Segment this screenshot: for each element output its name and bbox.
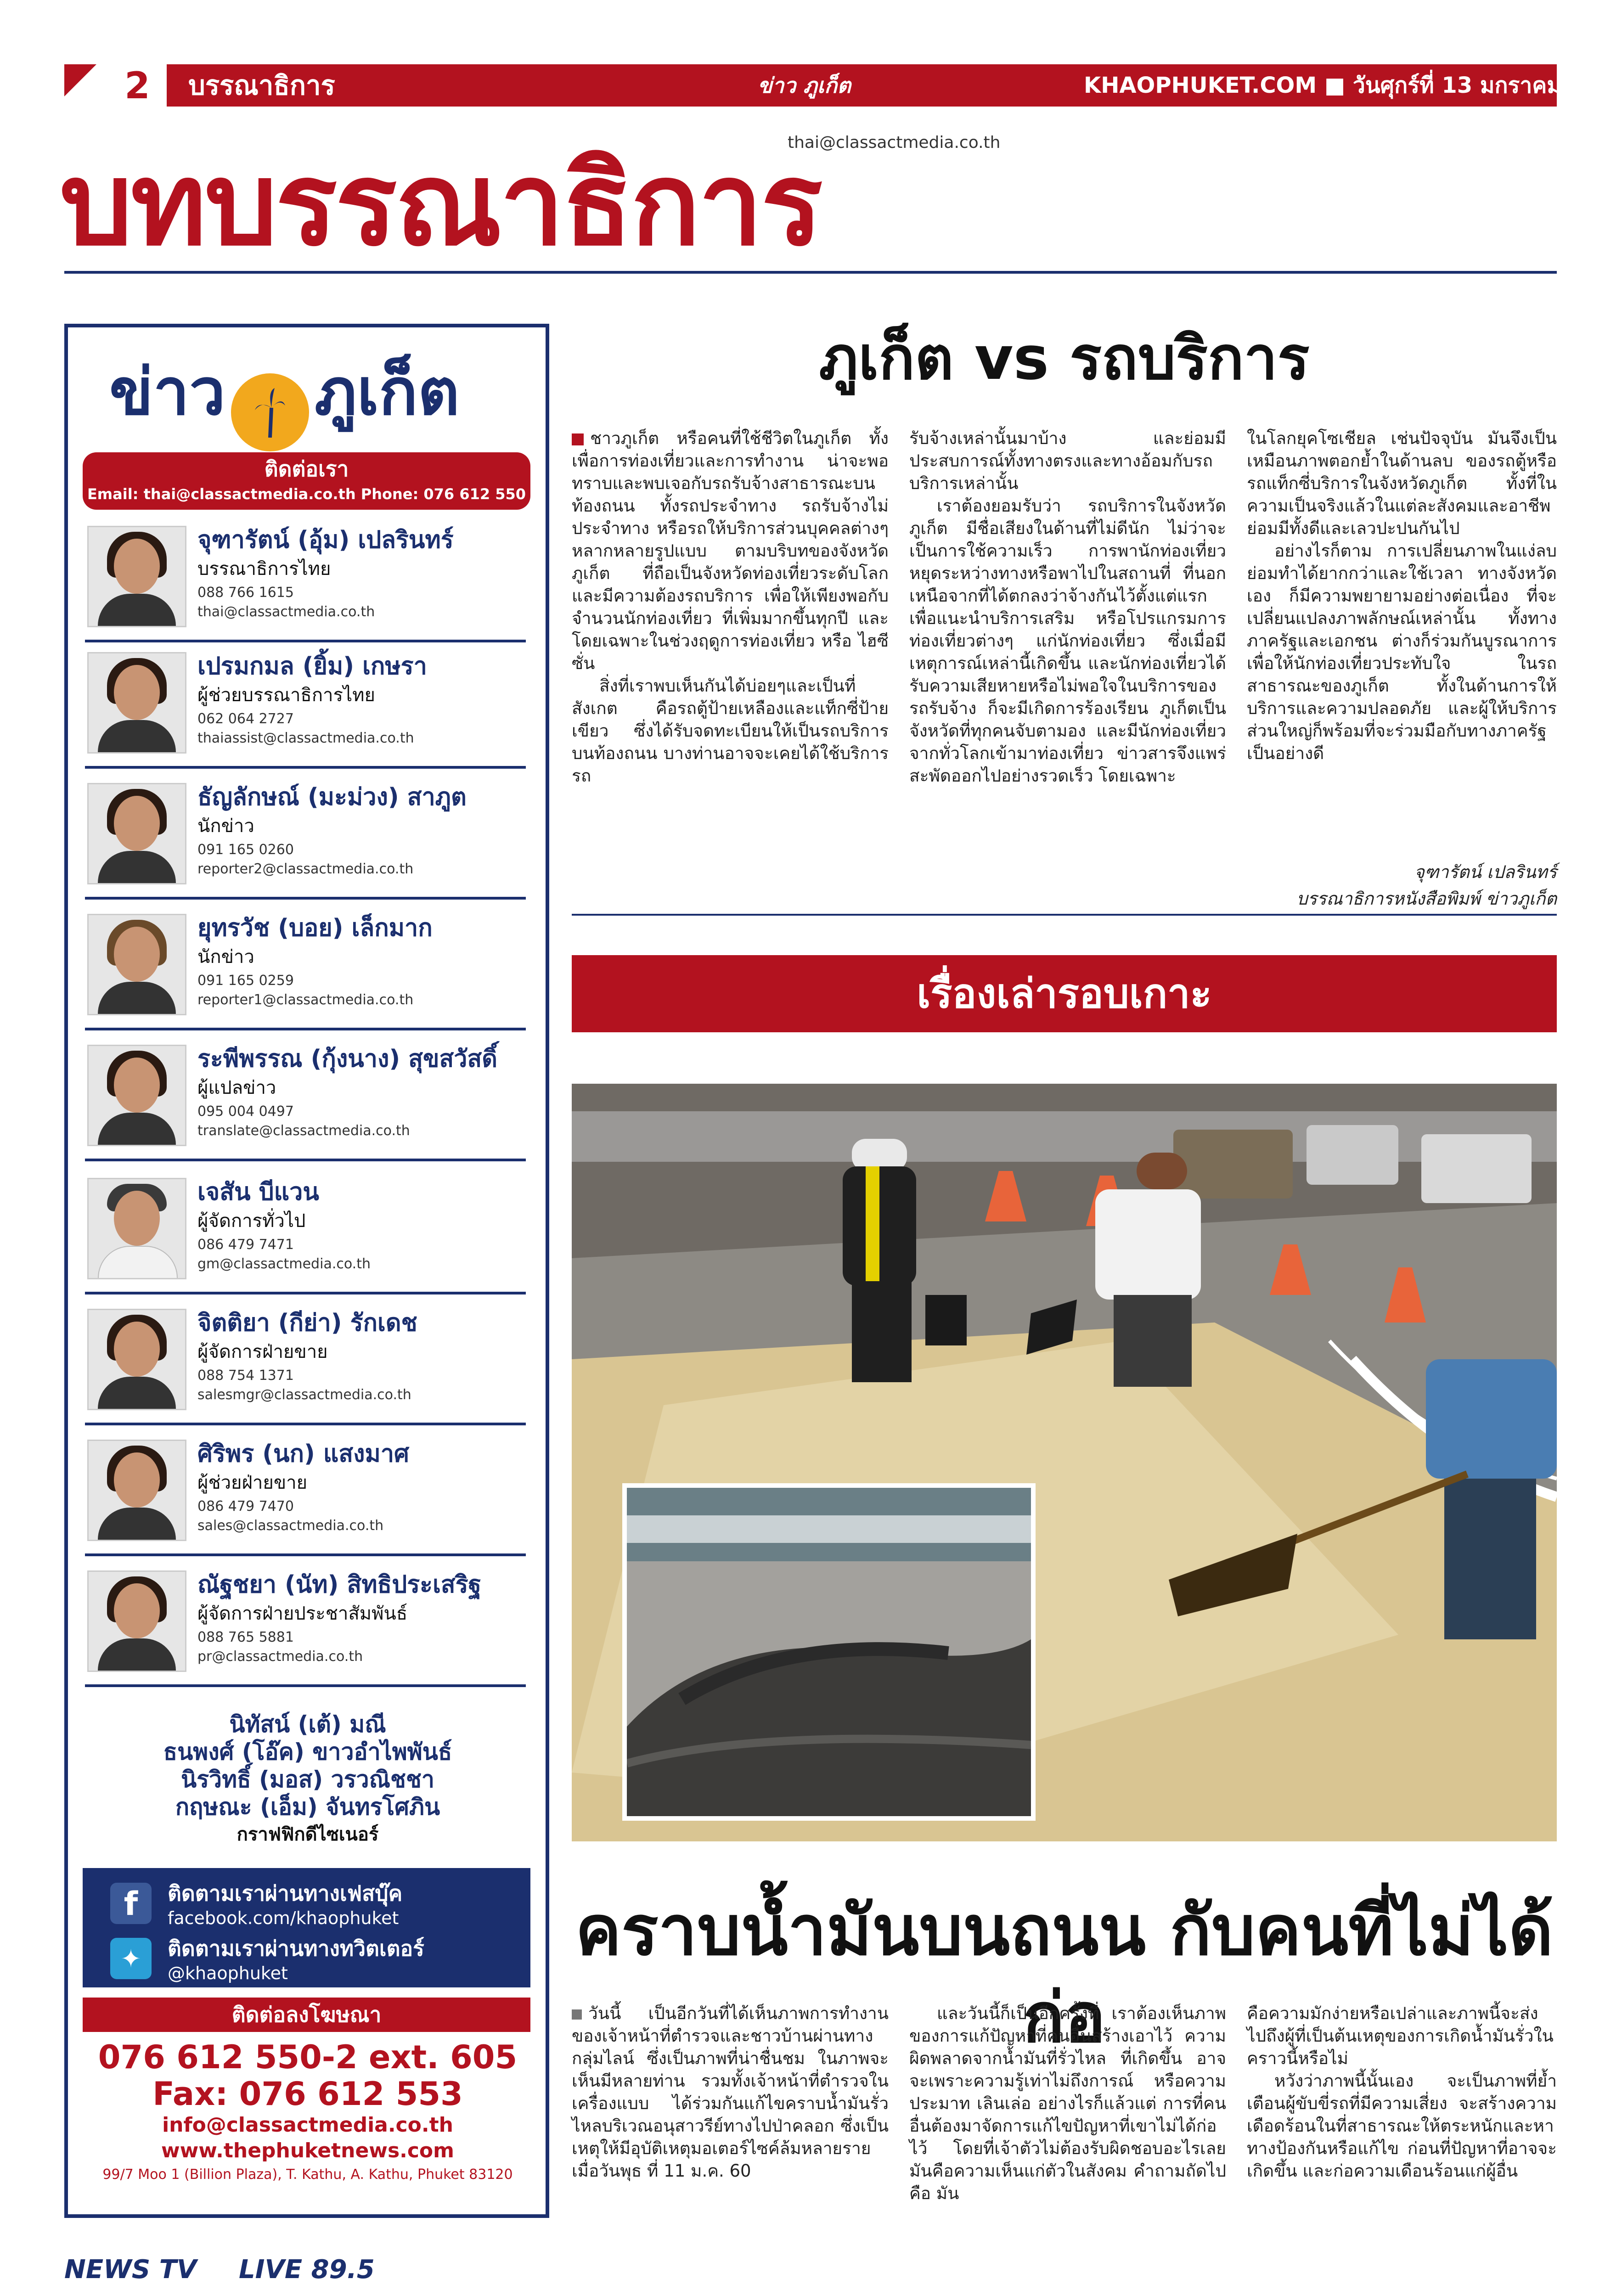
designer-name: ธนพงศ์ (โอ๊ค) ขาวอำไพพันธ์ <box>163 1739 452 1765</box>
logo-text-left: ข่าว <box>109 355 225 430</box>
staff-name: ยุทรวัช (บอย) เล็กมาก <box>197 914 433 942</box>
staff-phone: 095 004 0497 <box>197 1103 294 1120</box>
staff-photo <box>87 914 186 1015</box>
staff-phone: 062 064 2727 <box>197 711 294 727</box>
dateline: KHAOPHUKET.COM ■ วันศุกร์ที่ 13 มกราคม 2560 <box>1084 73 1562 131</box>
masthead-small: ข่าว ภูเก็ต <box>758 73 851 98</box>
sun-palm-icon <box>231 373 309 451</box>
staff-email[interactable]: translate@classactmedia.co.th <box>197 1123 410 1139</box>
social-box <box>83 1868 530 1987</box>
staff-photo <box>87 1045 186 1146</box>
partner-logos <box>64 2250 524 2287</box>
divider <box>85 897 526 900</box>
editorial-column-1 <box>572 427 889 787</box>
story-column-2 <box>909 2002 1226 2205</box>
staff-photo <box>87 652 186 754</box>
staff-role: ผู้จัดการฝ่ายขาย <box>197 1341 328 1362</box>
story-section-bar: เรื่องเล่ารอบเกาะ <box>572 955 1557 1032</box>
editorial-title: ภูเก็ต vs รถบริการ <box>819 323 1310 393</box>
newstv-logo: NEWS TV <box>64 2255 197 2285</box>
staff-name: เปรมกมล (ยิ้ม) เกษรา <box>197 653 427 680</box>
divider <box>85 640 526 642</box>
divider <box>85 766 526 769</box>
header-email[interactable]: thai@classactmedia.co.th <box>788 133 1001 152</box>
twitter-handle[interactable]: @khaophuket <box>168 1963 288 1983</box>
signature-role: บรรณาธิการหนังสือพิมพ์ ข่าวภูเก็ต <box>1296 889 1557 909</box>
ad-email[interactable]: info@classactmedia.co.th <box>162 2113 453 2137</box>
staff-name: จิตติยา (กีย่า) รักเดช <box>197 1309 417 1337</box>
paragraph: อย่างไรก็ตาม การเปลี่ยนภาพในแง่ลบย่อมทำได้ยากกว่าและใช้เวลา ทางจังหวัดเอง ก็มีความพยายามอย่างต่อเนื่อง ที่จะเปลี่ยนแปลงภาพลักษณ์เหล่านั้น ทั้งทางภาครัฐและเอกชน ต่างก็ร่วมกันบูรณาการ เพื่อให้นักท่องเที่ยวประทับใจ ในรถสาธารณะของภูเก็ต ทั้งในด้านการให้บริการและความปลอดภัย และผู้ให้บริการส่วนใหญ่ก็พร้อมที่จะร่วมมือกับทางภาครัฐเป็นอย่างดี <box>1247 541 1557 763</box>
title-rule <box>64 271 1557 274</box>
staff-phone: 086 479 7470 <box>197 1498 294 1514</box>
staff-role: นักข่าว <box>197 946 254 968</box>
designer-credits <box>73 1711 542 1848</box>
corner-mark <box>64 64 108 107</box>
staff-phone: 088 765 5881 <box>197 1629 294 1645</box>
staff-email[interactable]: thaiassist@classactmedia.co.th <box>197 730 414 746</box>
page-number: 2 <box>108 64 167 107</box>
divider <box>85 1292 526 1294</box>
staff-card <box>76 1169 535 1295</box>
paragraph: ชาวภูเก็ต หรือคนที่ใช้ชีวิตในภูเก็ต ทั้งเพื่อการท่องเที่ยวและการทำงาน น่าจะพอทราบและพบเจอกับรถรับจ้างสาธารณะบนท้องถนน ทั้งรถประจำทาง รถรับจ้างไม่ประจำทาง หรือรถให้บริการส่วนบุคคลต่างๆ หลากหลายรูปแบบ ตามบริบทของจังหวัดภูเก็ต ที่ถือเป็นจังหวัดท่องเที่ยวระดับโลก และมีความต้องรถบริการ เพื่อให้เพียงพอกับจำนวนนักท่องเที่ยว ที่เพิ่มมากขึ้นทุกปี และโดยเฉพาะในช่วงฤดูการท่องเที่ยว หรือ ไฮซีซั่น <box>572 428 889 673</box>
staff-photo <box>87 1570 186 1672</box>
paragraph: และวันนี้ก็เป็นอีกครั้งที่ เราต้องเห็นภาพของการแก้ปัญหาที่คนอื่นสร้างเอาไว้ ความผิดพลาดจากน้ำมันที่รั่วไหล ที่เกิดขึ้น อาจจะเพราะความรู้เท่าไม่ถึงการณ์ หรือความประมาท เลินเล่อ อย่างไรก็แล้วแต่ การที่คนอื่นต้องมาจัดการแก้ไขปัญหาที่เขาไม่ได้ก่อไว้ โดยที่เจ้าตัวไม่ต้องรับผิดชอบอะไรเลย มันคือความเห็นแก่ตัวในสังคม คำถามถัดไปคือ มัน <box>909 2003 1226 2203</box>
twitter-label: ติดตามเราผ่านทางทวิตเตอร์ <box>168 1936 424 1961</box>
bullet-square <box>572 433 584 445</box>
staff-card <box>76 517 535 643</box>
ad-fax: Fax: 076 612 553 <box>152 2075 463 2113</box>
oil-stain-inset-photo <box>622 1483 1036 1821</box>
logo-text-right: ภูเก็ต <box>314 355 460 430</box>
staff-role: ผู้ช่วยฝ่ายขาย <box>197 1472 308 1493</box>
page-title: บทบรรณาธิการ <box>60 137 821 271</box>
divider <box>85 1553 526 1556</box>
story-column-3 <box>1247 2002 1557 2182</box>
paragraph: รับจ้างเหล่านั้นมาบ้าง และย่อมมีประสบการณ์ทั้งทางตรงและทางอ้อมกับรถบริการเหล่านั้น <box>909 428 1226 493</box>
staff-phone: 091 165 0259 <box>197 973 294 989</box>
divider <box>85 1159 526 1161</box>
divider <box>85 1423 526 1425</box>
staff-email[interactable]: reporter1@classactmedia.co.th <box>197 992 414 1008</box>
twitter-bird-icon: ✦ <box>110 1938 152 1979</box>
staff-card <box>76 774 535 900</box>
story-column-1 <box>572 2002 889 2182</box>
ad-address: 99/7 Moo 1 (Billion Plaza), T. Kathu, A. Kathu, Phuket 83120 <box>102 2167 513 2183</box>
ad-website[interactable]: www.thephuketnews.com <box>161 2139 455 2162</box>
paragraph: วันนี้ เป็นอีกวันที่ได้เห็นภาพการทำงานของเจ้าหน้าที่ตำรวจและชาวบ้านผ่านทางกลุ่มไลน์ ซึ่งเป็นภาพที่น่าชื่นชม ในภาพจะเห็นมีหลายท่าน รวมทั้งเจ้าหน้าที่ตำรวจในเครื่องแบบ ได้ร่วมกันแก้ไขคราบน้ำมันรั่วไหลบริเวณอนุสาวรีย์ทางไปป่าคลอก ซึ่งเป็นเหตุให้มีอุบัติเหตุมอเตอร์ไซค์ล้มหลายราย เมื่อวันพุธ ที่ 11 ม.ค. 60 <box>572 2003 889 2181</box>
staff-phone: 088 754 1371 <box>197 1367 294 1384</box>
staff-photo <box>87 783 186 884</box>
divider <box>85 1028 526 1030</box>
designer-name: นิทัสน์ (เต้) มณี <box>229 1711 386 1738</box>
paragraph: หวังว่าภาพนี้นั้นเอง จะเป็นภาพที่ย้ำเตือนผู้ขับขี่รถที่มีความเสี่ยง จะสร้างความเดือดร้อนในที่สาธารณะให้ตระหนักและหาทางป้องกันหรือแก้ไข ก่อนที่ปัญหาที่อาจจะเกิดขึ้น และก่อความเดือนร้อนแก่ผู้อื่น <box>1247 2071 1557 2181</box>
staff-name: ศิริพร (นก) แสงมาศ <box>197 1440 410 1468</box>
ad-info <box>73 2039 542 2186</box>
facebook-row[interactable] <box>110 1877 524 1932</box>
facebook-icon: f <box>110 1883 152 1924</box>
staff-phone: 091 165 0260 <box>197 842 294 858</box>
signature-name: จุฑารัตน์ เปลรินทร์ <box>1414 862 1557 882</box>
paragraph: คือความมักง่ายหรือเปล่าและภาพนี้จะส่งไปถึงผู้ที่เป็นต้นเหตุของการเกิดน้ำมันรั่วในคราวนี้หรือไม่ <box>1247 2003 1554 2068</box>
staff-email[interactable]: sales@classactmedia.co.th <box>197 1518 384 1534</box>
contact-title: ติดต่อเรา <box>264 456 349 481</box>
oil-stain-illustration <box>627 1488 1031 1816</box>
staff-card <box>76 1035 535 1162</box>
staff-card <box>76 905 535 1031</box>
staff-role: ผู้ช่วยบรรณาธิการไทย <box>197 685 375 706</box>
staff-role: ผู้จัดการทั่วไป <box>197 1210 306 1232</box>
staff-name: ณัฐชยา (นัท) สิทธิประเสริฐ <box>197 1571 482 1598</box>
paragraph: เราต้องยอมรับว่า รถบริการในจังหวัดภูเก็ต มีชื่อเสียงในด้านที่ไม่ดีนัก ไม่ว่าจะเป็นการใช้ความเร็ว การพานักท่องเที่ยวหยุดระหว่างทางหรือพาไปในสถานที่ ที่นอกเหนือจากที่ได้ตกลงว่าจ้างกันไว้ตั้งแต่แรก เพื่อแนะนำบริการเสริม หรือโปรแกรมการท่องเที่ยวต่างๆ แก่นักท่องเที่ยว ซึ่งเมื่อมีเหตุการณ์เหล่านี้เกิดขึ้น และนักท่องเที่ยวได้รับความเสียหายหรือไม่พอใจในบริการของรถรับจ้าง ก็จะมีเกิดการร้องเรียน ภูเก็ตเป็นจังหวัดที่ทุกคนจับตามอง และมีนักท่องเที่ยวจากทั่วโลกเข้ามาท่องเที่ยว ข่าวสารจึงแพร่สะพัดออกไปอย่างรวดเร็ว โดยเฉพาะ <box>909 496 1226 786</box>
staff-name: จุฑารัตน์ (อุ้ม) เปลรินทร์ <box>197 526 454 554</box>
staff-role: บรรณาธิการไทย <box>197 558 331 580</box>
designer-name: นิรวิทธิ์ (มอส) วรวณิชชา <box>181 1766 434 1793</box>
designer-label: กราฟฟิกดีไซเนอร์ <box>237 1824 379 1845</box>
staff-email[interactable]: pr@classactmedia.co.th <box>197 1649 363 1665</box>
staff-phone: 088 766 1615 <box>197 585 294 601</box>
staff-card <box>76 1561 535 1688</box>
story-headline: คราบน้ำมันบนถนน กับคนที่ไม่ได้ก่อ <box>575 1891 1554 2058</box>
khaophuket-logo <box>109 349 513 436</box>
staff-role: ผู้แปลข่าว <box>197 1077 276 1098</box>
staff-card <box>76 1430 535 1557</box>
twitter-row[interactable] <box>110 1932 524 1987</box>
staff-photo <box>87 1440 186 1541</box>
staff-name: เจสัน บีแวน <box>197 1178 319 1206</box>
staff-name: ระพีพรรณ (กุ้งนาง) สุขสวัสดิ์ <box>197 1045 497 1073</box>
section-rule <box>572 914 1557 916</box>
staff-name: ธัญลักษณ์ (มะม่วง) สาภูต <box>197 783 467 811</box>
staff-photo <box>87 1178 186 1279</box>
staff-photo <box>87 1309 186 1410</box>
staff-email[interactable]: salesmgr@classactmedia.co.th <box>197 1387 411 1403</box>
editorial-signature <box>1056 859 1557 912</box>
paragraph: ในโลกยุคโซเชียล เช่นปัจจุบัน มันจึงเป็นเหมือนภาพตอกย้ำในด้านลบ ของรถตู้หรือรถแท็กซี่บริการในจังหวัดภูเก็ต ทั้งที่ในความเป็นจริงแล้วในแต่ละสังคมและอาชีพย่อมมีทั้งดีและเลวปะปนกันไป <box>1247 428 1557 538</box>
staff-photo <box>87 526 186 627</box>
staff-email[interactable]: gm@classactmedia.co.th <box>197 1256 371 1272</box>
editorial-column-2 <box>909 427 1226 787</box>
facebook-handle[interactable]: facebook.com/khaophuket <box>168 1908 399 1928</box>
contact-line[interactable]: Email: thai@classactmedia.co.th Phone: 076 612 550 <box>87 485 526 503</box>
divider <box>85 1684 526 1687</box>
staff-role: ผู้จัดการฝ่ายประชาสัมพันธ์ <box>197 1603 408 1624</box>
paragraph: สิ่งที่เราพบเห็นกันได้บ่อยๆและเป็นที่สังเกต คือรถตู้ป้ายเหลืองและแท็กซี่ป้ายเขียว ซึ่งได้รับจดทะเบียนให้เป็นรถบริการบนท้องถนน บางท่านอาจจะเคยได้ใช้บริการรถ <box>572 676 889 786</box>
facebook-label: ติดตามเราผ่านทางเฟสบุ๊ค <box>168 1881 403 1906</box>
contact-box <box>83 452 530 510</box>
editorial-column-3 <box>1247 427 1557 765</box>
staff-card <box>76 1300 535 1426</box>
staff-role: นักข่าว <box>197 816 254 837</box>
ad-title: ติดต่อลงโฆษณา <box>83 1998 530 2032</box>
designer-name: กฤษณะ (เอ็ม) จันทรโศภิน <box>175 1794 440 1820</box>
ad-phone[interactable]: 076 612 550-2 ext. 605 <box>98 2038 518 2076</box>
staff-phone: 086 479 7471 <box>197 1237 294 1253</box>
staff-email[interactable]: thai@classactmedia.co.th <box>197 604 375 620</box>
live-radio-logo: LIVE 89.5 <box>239 2255 375 2285</box>
bullet-square <box>572 2009 582 2020</box>
staff-email[interactable]: reporter2@classactmedia.co.th <box>197 861 414 877</box>
section-name: บรรณาธิการ <box>188 70 335 101</box>
staff-card <box>76 643 535 769</box>
